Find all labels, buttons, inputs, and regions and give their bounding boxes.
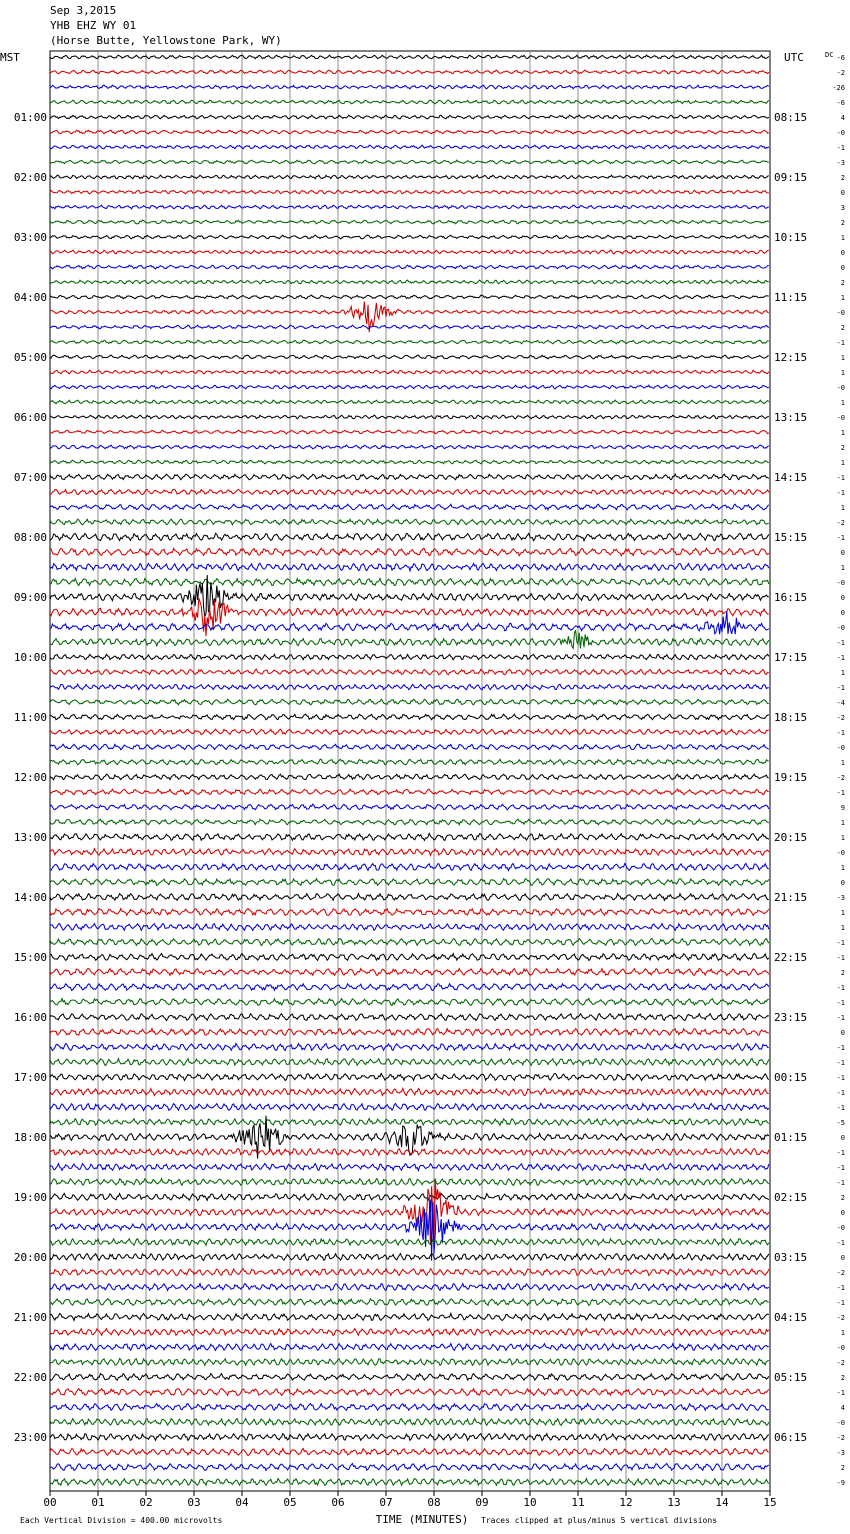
x-tick-label: 10 <box>523 1496 537 1509</box>
hour-label-utc: 21:15 <box>774 891 808 904</box>
dc-offset-value: -1 <box>836 1164 845 1172</box>
seismic-trace <box>50 1329 769 1336</box>
x-tick-label: 00 <box>43 1496 57 1509</box>
seismic-trace <box>50 1014 769 1021</box>
seismic-trace <box>50 385 769 389</box>
dc-offset-value: -0 <box>836 129 845 137</box>
seismic-trace <box>50 220 769 224</box>
dc-offset-value: 1 <box>840 459 845 467</box>
seismic-trace <box>50 355 769 359</box>
hour-label-mst: 15:00 <box>13 951 47 964</box>
dc-offset-value: 1 <box>840 564 845 572</box>
hour-label-utc: 05:15 <box>774 1371 808 1384</box>
seismic-trace <box>50 1284 769 1291</box>
seismic-trace <box>50 669 769 675</box>
seismic-trace <box>50 130 769 134</box>
seismic-trace <box>50 280 769 284</box>
seismic-trace <box>50 1449 769 1456</box>
dc-offset-value: -0 <box>836 1419 845 1427</box>
station-code: YHB EHZ WY 01 <box>50 19 137 32</box>
dc-offset-value: -1 <box>836 684 845 692</box>
seismic-trace <box>50 630 769 648</box>
dc-offset-value: -1 <box>836 1179 845 1187</box>
hour-label-utc: 01:15 <box>774 1131 808 1144</box>
x-tick-label: 12 <box>619 1496 633 1509</box>
hour-label-utc: 20:15 <box>774 831 808 844</box>
seismic-trace <box>50 1299 769 1306</box>
hour-label-mst: 10:00 <box>13 651 47 664</box>
seismic-trace <box>50 474 769 480</box>
seismic-trace <box>50 55 769 59</box>
hour-label-mst: 19:00 <box>13 1191 47 1204</box>
hour-label-utc: 17:15 <box>774 651 808 664</box>
x-tick-label: 01 <box>91 1496 105 1509</box>
dc-offset-value: 1 <box>840 669 845 677</box>
dc-offset-value: -1 <box>836 654 845 662</box>
x-tick-label: 14 <box>715 1496 729 1509</box>
dc-offset-value: -1 <box>836 1014 845 1022</box>
dc-offset-value: 1 <box>840 399 845 407</box>
dc-offset-value: 2 <box>840 219 845 227</box>
dc-offset-value: 0 <box>840 549 845 557</box>
hour-label-mst: 11:00 <box>13 711 47 724</box>
seismic-trace <box>50 100 769 104</box>
dc-offset-value: 0 <box>840 264 845 272</box>
hour-label-mst: 05:00 <box>13 351 47 364</box>
seismic-trace <box>50 563 769 571</box>
dc-offset-value: 0 <box>840 1029 845 1037</box>
hour-label-mst: 14:00 <box>13 891 47 904</box>
dc-offset-value: 1 <box>840 759 845 767</box>
seismic-trace <box>50 489 769 494</box>
dc-offset-value: -1 <box>836 984 845 992</box>
dc-offset-value: 2 <box>840 1464 845 1472</box>
seismic-trace <box>50 415 769 419</box>
hour-label-utc: 19:15 <box>774 771 808 784</box>
seismic-trace <box>50 834 769 841</box>
dc-offset-value: -1 <box>836 474 845 482</box>
x-tick-label: 04 <box>235 1496 249 1509</box>
dc-offset-value: -2 <box>836 1434 845 1442</box>
dc-offset-value: -1 <box>836 1044 845 1052</box>
seismic-trace <box>50 175 769 179</box>
dc-offset-value: -1 <box>836 144 845 152</box>
seismic-trace <box>50 909 769 916</box>
hour-label-mst: 16:00 <box>13 1011 47 1024</box>
x-tick-label: 13 <box>667 1496 681 1509</box>
dc-offset-value: -1 <box>836 1059 845 1067</box>
seismic-trace <box>50 819 769 825</box>
dc-offset-value: -2 <box>836 714 845 722</box>
hour-label-utc: 06:15 <box>774 1431 808 1444</box>
seismic-trace <box>50 145 769 149</box>
seismic-trace <box>50 1089 769 1096</box>
seismic-trace <box>50 924 769 931</box>
dc-offset-value: -1 <box>836 1089 845 1097</box>
dc-offset-value: 4 <box>840 1404 845 1412</box>
x-axis-label: TIME (MINUTES) <box>375 1513 469 1526</box>
seismic-trace <box>50 729 769 734</box>
hour-label-utc: 12:15 <box>774 351 808 364</box>
dc-offset-value: -0 <box>836 579 845 587</box>
station-location: (Horse Butte, Yellowstone Park, WY) <box>50 34 282 47</box>
x-tick-label: 09 <box>475 1496 489 1509</box>
seismic-trace <box>50 984 769 991</box>
axis-labels <box>0 51 845 1526</box>
dc-offset-value: -6 <box>836 99 845 107</box>
dc-offset-value: 2 <box>840 444 845 452</box>
dc-offset-value: 0 <box>840 1209 845 1217</box>
dc-offset-value: 0 <box>840 879 845 887</box>
hour-label-mst: 20:00 <box>13 1251 47 1264</box>
seismic-trace <box>50 70 769 74</box>
dc-offset-value: -26 <box>832 84 845 92</box>
seismic-trace <box>50 1059 769 1066</box>
dc-offset-value: -1 <box>836 1284 845 1292</box>
dc-offset-value: -2 <box>836 69 845 77</box>
seismic-trace <box>50 205 769 209</box>
dc-offset-value: 0 <box>840 1134 845 1142</box>
dc-offset-value: 0 <box>840 1254 845 1262</box>
seismic-trace <box>50 235 769 239</box>
hour-label-mst: 21:00 <box>13 1311 47 1324</box>
seismic-trace <box>50 533 769 540</box>
dc-offset-value: 1 <box>840 909 845 917</box>
dc-offset-value: 2 <box>840 969 845 977</box>
x-tick-label: 15 <box>763 1496 777 1509</box>
hour-label-mst: 03:00 <box>13 231 47 244</box>
seismic-trace <box>50 575 769 617</box>
seismic-trace <box>50 1464 769 1471</box>
dc-offset-value: -3 <box>836 1449 845 1457</box>
hour-label-utc: 00:15 <box>774 1071 808 1084</box>
seismic-trace <box>50 1479 769 1486</box>
dc-offset-value: 1 <box>840 294 845 302</box>
hour-label-utc: 18:15 <box>774 711 808 724</box>
seismic-trace <box>50 1200 769 1261</box>
dc-offset-value: -0 <box>836 414 845 422</box>
dc-offset-value: 1 <box>840 1329 845 1337</box>
dc-offset-value: -2 <box>836 774 845 782</box>
hour-label-utc: 03:15 <box>774 1251 808 1264</box>
dc-offset-value: 1 <box>840 819 845 827</box>
dc-offset-value: -0 <box>836 1344 845 1352</box>
seismic-trace <box>50 939 769 946</box>
seismic-trace <box>50 1180 769 1248</box>
seismic-trace <box>50 879 769 886</box>
dc-offset-value: -1 <box>836 939 845 947</box>
seismic-trace <box>50 160 769 164</box>
seismic-trace <box>50 1044 769 1051</box>
seismic-trace <box>50 1104 769 1111</box>
hour-label-utc: 08:15 <box>774 111 808 124</box>
hour-label-utc: 11:15 <box>774 291 808 304</box>
hour-label-mst: 18:00 <box>13 1131 47 1144</box>
dc-offset-value: -6 <box>836 54 845 62</box>
seismic-trace <box>50 654 769 660</box>
hour-label-mst: 12:00 <box>13 771 47 784</box>
seismic-trace <box>50 1344 769 1351</box>
seismic-trace <box>50 325 769 329</box>
x-tick-label: 08 <box>427 1496 441 1509</box>
seismic-trace <box>50 1269 769 1276</box>
dc-offset-value: 0 <box>840 594 845 602</box>
x-tick-label: 11 <box>571 1496 585 1509</box>
dc-offset-value: -3 <box>836 894 845 902</box>
x-tick-label: 02 <box>139 1496 153 1509</box>
seismic-trace <box>50 1179 769 1186</box>
x-tick-label: 03 <box>187 1496 201 1509</box>
seismic-trace <box>50 1164 769 1171</box>
seismic-trace <box>50 684 769 690</box>
seismic-trace <box>50 548 769 555</box>
seismic-trace <box>50 1389 769 1396</box>
seismic-trace <box>50 1254 769 1261</box>
hour-label-utc: 23:15 <box>774 1011 808 1024</box>
dc-offset-value: -1 <box>836 1104 845 1112</box>
dc-offset-value: 1 <box>840 924 845 932</box>
hour-label-mst: 09:00 <box>13 591 47 604</box>
seismic-trace <box>50 1404 769 1411</box>
dc-offset-value: 2 <box>840 1374 845 1382</box>
hour-label-mst: 23:00 <box>13 1431 47 1444</box>
station-date: Sep 3,2015 <box>50 4 117 17</box>
dc-offset-value: -3 <box>836 159 845 167</box>
dc-offset-value: 1 <box>840 504 845 512</box>
dc-offset-value: -1 <box>836 954 845 962</box>
seismic-trace <box>50 430 769 434</box>
dc-offset-value: -1 <box>836 1299 845 1307</box>
seismic-trace <box>50 1419 769 1426</box>
clip-note: Traces clipped at plus/minus 5 vertical divisions <box>481 1516 718 1525</box>
dc-offset-value: 1 <box>840 864 845 872</box>
hour-label-mst: 13:00 <box>13 831 47 844</box>
dc-offset-value: 1 <box>840 429 845 437</box>
dc-offset-value: -9 <box>836 1479 845 1487</box>
seismic-trace <box>50 789 769 795</box>
dc-offset-value: -2 <box>836 1359 845 1367</box>
scale-note: Each Vertical Division = 400.00 microvolts <box>20 1516 223 1525</box>
seismic-trace <box>50 699 769 705</box>
dc-offset-value: -0 <box>836 309 845 317</box>
hour-label-mst: 01:00 <box>13 111 47 124</box>
seismic-trace <box>50 954 769 961</box>
dc-offset-value: -0 <box>836 384 845 392</box>
dc-offset-value: -1 <box>836 489 845 497</box>
dc-offset-value: -0 <box>836 1224 845 1232</box>
seismic-trace <box>50 295 769 299</box>
seismic-trace <box>50 1029 769 1036</box>
dc-offset-value: 4 <box>840 114 845 122</box>
seismic-trace <box>50 969 769 976</box>
dc-offset-value: -1 <box>836 639 845 647</box>
dc-offset-value: -1 <box>836 789 845 797</box>
hour-label-mst: 08:00 <box>13 531 47 544</box>
seismic-trace <box>50 115 769 119</box>
hour-label-utc: 14:15 <box>774 471 808 484</box>
dc-offset-value: -1 <box>836 1149 845 1157</box>
dc-offset-value: -0 <box>836 849 845 857</box>
dc-offset-value: 1 <box>840 234 845 242</box>
dc-offset-value: -4 <box>836 699 845 707</box>
seismic-trace <box>50 744 769 750</box>
seismic-trace <box>50 340 769 344</box>
seismic-trace <box>50 1194 769 1201</box>
seismic-trace <box>50 1119 769 1126</box>
seismic-trace <box>50 370 769 374</box>
x-tick-label: 06 <box>331 1496 345 1509</box>
dc-offset-value: 2 <box>840 279 845 287</box>
seismic-trace <box>50 1359 769 1366</box>
hour-label-mst: 17:00 <box>13 1071 47 1084</box>
dc-label: DC <box>825 51 834 59</box>
dc-offset-value: 0 <box>840 249 845 257</box>
seismic-trace <box>50 1314 769 1321</box>
left-timezone-label: MST <box>0 51 20 64</box>
dc-offset-value: -5 <box>836 1119 845 1127</box>
hour-label-mst: 07:00 <box>13 471 47 484</box>
dc-offset-value: 0 <box>840 189 845 197</box>
dc-offset-value: -1 <box>836 1074 845 1082</box>
seismic-trace <box>50 804 769 810</box>
seismic-trace <box>50 578 769 585</box>
dc-offset-value: -1 <box>836 999 845 1007</box>
seismic-trace <box>50 1074 769 1081</box>
hour-label-mst: 22:00 <box>13 1371 47 1384</box>
seismic-trace <box>50 774 769 780</box>
seismic-trace <box>50 85 769 89</box>
hour-label-utc: 10:15 <box>774 231 808 244</box>
dc-offset-value: 2 <box>840 1194 845 1202</box>
hour-label-mst: 04:00 <box>13 291 47 304</box>
seismic-trace <box>50 265 769 269</box>
seismic-trace <box>50 849 769 856</box>
seismic-trace <box>50 598 769 636</box>
seismic-trace <box>50 400 769 404</box>
seismic-trace <box>50 445 769 449</box>
hour-label-utc: 02:15 <box>774 1191 808 1204</box>
dc-offset-value: 3 <box>840 204 845 212</box>
seismic-trace <box>50 759 769 765</box>
dc-offset-value: -1 <box>836 534 845 542</box>
dc-offset-value: -2 <box>836 519 845 527</box>
hour-label-mst: 06:00 <box>13 411 47 424</box>
dc-offset-value: -1 <box>836 1239 845 1247</box>
dc-offset-value: -2 <box>836 1314 845 1322</box>
seismic-trace <box>50 519 769 525</box>
dc-offset-value: -0 <box>836 744 845 752</box>
dc-offset-value: 0 <box>840 609 845 617</box>
dc-offset-value: -1 <box>836 339 845 347</box>
seismic-traces <box>50 55 769 1485</box>
dc-offset-value: -2 <box>836 1269 845 1277</box>
right-timezone-label: UTC <box>784 51 804 64</box>
hour-label-mst: 02:00 <box>13 171 47 184</box>
seismic-trace <box>50 864 769 871</box>
seismic-trace <box>50 1239 769 1246</box>
dc-offset-value: 9 <box>840 804 845 812</box>
seismic-trace <box>50 894 769 901</box>
dc-offset-value: -1 <box>836 729 845 737</box>
dc-offset-value: 1 <box>840 354 845 362</box>
dc-offset-value: -0 <box>836 624 845 632</box>
seismic-trace <box>50 1434 769 1441</box>
seismic-trace <box>50 460 769 464</box>
dc-offset-value: 1 <box>840 834 845 842</box>
dc-offset-value: 2 <box>840 324 845 332</box>
hour-label-utc: 13:15 <box>774 411 808 424</box>
seismic-trace <box>50 999 769 1006</box>
seismic-trace <box>50 250 769 254</box>
hour-label-utc: 16:15 <box>774 591 808 604</box>
seismic-trace <box>50 504 769 510</box>
seismic-trace <box>50 714 769 720</box>
hour-label-utc: 22:15 <box>774 951 808 964</box>
hour-label-utc: 15:15 <box>774 531 808 544</box>
x-tick-label: 05 <box>283 1496 297 1509</box>
hour-label-utc: 09:15 <box>774 171 808 184</box>
seismic-trace <box>50 611 769 634</box>
seismic-trace <box>50 1374 769 1381</box>
dc-offset-value: -1 <box>836 1389 845 1397</box>
dc-offset-value: 2 <box>840 174 845 182</box>
dc-offset-value: 1 <box>840 369 845 377</box>
seismic-trace <box>50 190 769 194</box>
hour-label-utc: 04:15 <box>774 1311 808 1324</box>
x-tick-label: 07 <box>379 1496 393 1509</box>
